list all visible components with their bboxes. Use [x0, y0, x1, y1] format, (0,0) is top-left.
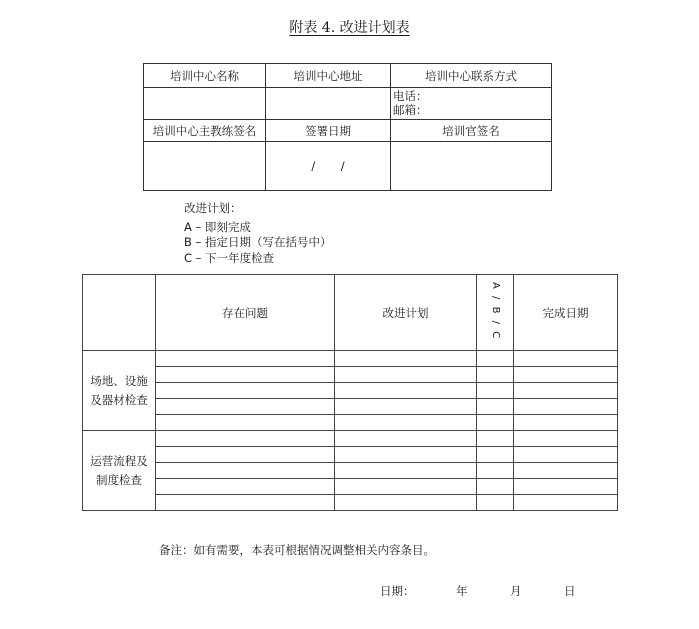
plan-cell[interactable] — [335, 431, 477, 447]
section-label-line: 运营流程及 — [90, 453, 148, 468]
plan-cell[interactable] — [335, 415, 477, 431]
abc-cell[interactable] — [477, 399, 514, 415]
header-plan: 改进计划 — [335, 275, 477, 351]
date-cell[interactable] — [514, 383, 618, 399]
year-label: 年 — [456, 584, 468, 598]
training-center-info-table — [143, 63, 552, 191]
date-cell[interactable] — [514, 367, 618, 383]
header-sign-date: 签署日期 — [266, 120, 391, 142]
abc-cell[interactable] — [477, 447, 514, 463]
abc-cell[interactable] — [477, 351, 514, 367]
date-cell[interactable] — [514, 495, 618, 511]
header-category — [83, 275, 156, 351]
plan-cell[interactable] — [335, 399, 477, 415]
plan-cell[interactable] — [335, 383, 477, 399]
abc-cell[interactable] — [477, 383, 514, 399]
plan-cell[interactable] — [335, 495, 477, 511]
header-issue: 存在问题 — [156, 275, 335, 351]
issue-cell[interactable] — [156, 447, 335, 463]
abc-cell[interactable] — [477, 479, 514, 495]
header-head-coach-signature: 培训中心主教练签名 — [144, 120, 266, 142]
issue-cell[interactable] — [156, 431, 335, 447]
date-cell[interactable] — [514, 479, 618, 495]
issue-cell[interactable] — [156, 351, 335, 367]
sign-date-cell[interactable]: / / — [266, 142, 391, 191]
plan-cell[interactable] — [335, 479, 477, 495]
section-label-line: 及器材检查 — [90, 392, 148, 407]
legend-title: 改进计划： — [184, 201, 242, 215]
issue-cell[interactable] — [156, 415, 335, 431]
center-contact-cell[interactable] — [391, 88, 552, 120]
header-trainer-signature: 培训官签名 — [391, 120, 552, 142]
plan-cell[interactable] — [335, 463, 477, 479]
center-address-cell[interactable] — [266, 88, 391, 120]
abc-cell[interactable] — [477, 415, 514, 431]
section-operations-label — [83, 431, 156, 511]
phone-label: 电话： — [393, 89, 428, 103]
issue-cell[interactable] — [156, 495, 335, 511]
plan-cell[interactable] — [335, 351, 477, 367]
day-label: 日 — [564, 584, 576, 598]
header-center-address: 培训中心地址 — [266, 64, 391, 88]
header-center-name: 培训中心名称 — [144, 64, 266, 88]
issue-cell[interactable] — [156, 367, 335, 383]
legend-item-c: C – 下一年度检查 — [184, 250, 275, 265]
date-cell[interactable] — [514, 463, 618, 479]
center-name-cell[interactable] — [144, 88, 266, 120]
header-completion-date: 完成日期 — [514, 275, 618, 351]
issue-cell[interactable] — [156, 463, 335, 479]
issue-cell[interactable] — [156, 479, 335, 495]
abc-cell[interactable] — [477, 367, 514, 383]
footnote: 备注：如有需要，本表可根据情况调整相关内容条目。 — [159, 543, 435, 557]
abc-cell[interactable] — [477, 495, 514, 511]
header-center-contact: 培训中心联系方式 — [391, 64, 552, 88]
date-label: 日期： — [380, 584, 415, 598]
date-cell[interactable] — [514, 431, 618, 447]
section-label-line: 制度检查 — [96, 472, 142, 487]
issue-cell[interactable] — [156, 399, 335, 415]
date-cell[interactable] — [514, 351, 618, 367]
improvement-plan-legend — [184, 201, 331, 266]
abc-cell[interactable] — [477, 431, 514, 447]
date-cell[interactable] — [514, 415, 618, 431]
section-facilities-label — [83, 351, 156, 431]
email-label: 邮箱： — [393, 103, 428, 117]
date-cell[interactable] — [514, 447, 618, 463]
month-label: 月 — [510, 584, 522, 598]
header-abc — [477, 275, 514, 351]
section-label-line: 场地、设施 — [90, 373, 148, 388]
date-cell[interactable] — [514, 399, 618, 415]
head-coach-signature-cell[interactable] — [144, 142, 266, 191]
abc-label: A / B / C — [490, 281, 501, 341]
trainer-signature-cell[interactable] — [391, 142, 552, 191]
legend-item-a: A – 即刻完成 — [184, 219, 251, 234]
issue-cell[interactable] — [156, 383, 335, 399]
improvement-plan-table — [82, 274, 618, 511]
plan-cell[interactable] — [335, 447, 477, 463]
legend-item-b: B – 指定日期（写在括号中） — [184, 235, 332, 249]
page-title: 附表 4. 改进计划表 — [289, 20, 410, 36]
plan-cell[interactable] — [335, 367, 477, 383]
abc-cell[interactable] — [477, 463, 514, 479]
